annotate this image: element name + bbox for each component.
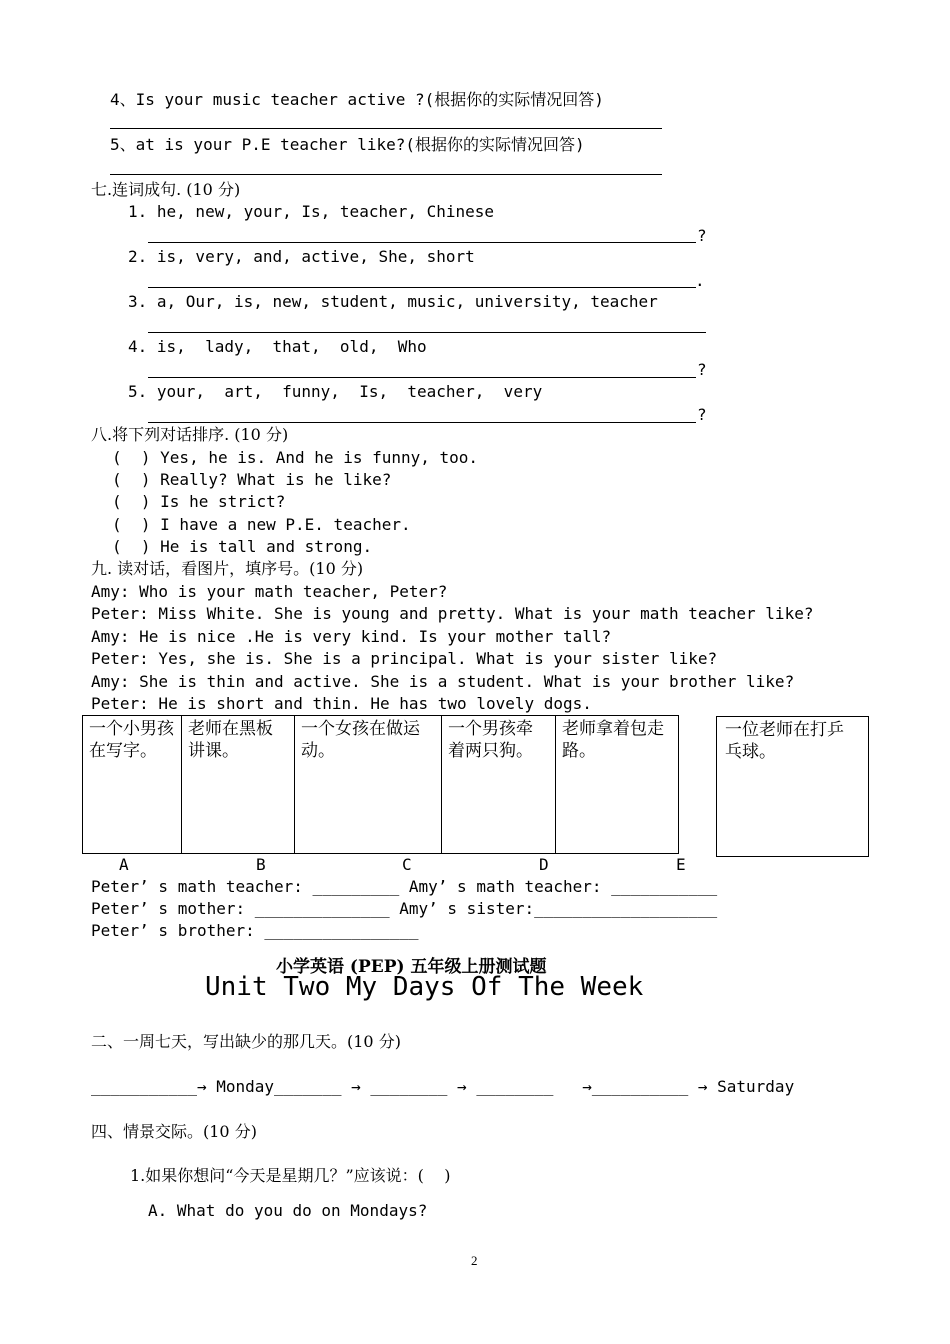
option-a: A. What do you do on Mondays? [148,1201,428,1220]
answer-line [110,128,662,129]
unit-subtitle: 小学英语 (PEP) 五年级上册测试题 [276,957,547,977]
picture-letter-c: C [402,855,412,874]
sentence-item-2: 2. is, very, and, active, She, short [128,247,475,266]
answer-line [148,377,696,378]
section-2-title: 二、一周七天，写出缺少的那几天。(10 分) [91,1032,401,1051]
answer-line [148,242,696,243]
picture-cell-a: 一个小男孩在写字。 [83,716,182,853]
picture-letter-e: E [676,855,686,874]
weekday-fill-line: ___________→ Monday_______ → ________ → ________ →__________ → Saturday [91,1077,795,1096]
answer-line-2: Peter’ s mother: ______________ Amy’ s sister:___________________ [91,899,718,918]
sentence-end-1: ? [697,226,707,245]
dialog-line: Peter: He is short and thin. He has two lovely dogs. [91,694,592,713]
dialog-order-item: ( ) I have a new P.E. teacher. [112,515,411,534]
dialog-order-item: ( ) Yes, he is. And he is funny, too. [112,448,479,467]
question-4: 4、Is your music teacher active ?(根据你的实际情况回答) [110,90,604,109]
answer-line [148,332,706,333]
dialog-line: Peter: Miss White. She is young and pretty. What is your math teacher like? [91,604,814,623]
dialog-order-item: ( ) He is tall and strong. [112,537,373,556]
unit-title: Unit Two My Days Of The Week [205,972,644,1002]
dialog-order-item: ( ) Really? What is he like? [112,470,392,489]
answer-line [148,422,696,423]
picture-cell-d: 一个男孩牵着两只狗。 [442,716,556,853]
picture-cell-b: 老师在黑板讲课。 [182,716,295,853]
answer-line-1: Peter’ s math teacher: _________ Amy’ s math teacher: ___________ [91,877,718,896]
extra-picture-text: 一位老师在打乒乓球。 [725,720,844,762]
section-7-title: 七.连词成句. (10 分) [91,180,241,199]
picture-cell-c: 一个女孩在做运动。 [295,716,442,853]
sentence-end-5: ? [697,405,707,424]
answer-line [148,287,696,288]
dialog-line: Peter: Yes, she is. She is a principal. What is your sister like? [91,649,718,668]
question-5: 5、at is your P.E teacher like?(根据你的实际情况回答) [110,135,585,154]
dialog-line: Amy: He is nice .He is very kind. Is your mother tall? [91,627,612,646]
sentence-item-3: 3. a, Our, is, new, student, music, university, teacher [128,292,658,311]
section-9-title: 九. 读对话，看图片，填序号。(10 分) [91,559,364,578]
section-8-title: 八.将下列对话排序. (10 分) [91,425,289,444]
sentence-end-2: . [695,271,705,290]
dialog-line: Amy: She is thin and active. She is a student. What is your brother like? [91,672,795,691]
sentence-item-5: 5. your, art, funny, Is, teacher, very [128,382,543,401]
section-4-title: 四、情景交际。(10 分) [91,1122,257,1141]
extra-picture-box [716,716,869,857]
dialog-order-item: ( ) Is he strict? [112,492,286,511]
question-1: 1.如果你想问“今天是星期几？”应该说：( ) [130,1166,451,1185]
sentence-end-4: ? [697,360,707,379]
picture-table [82,715,679,854]
answer-line-3: Peter’ s brother: ________________ [91,921,419,940]
picture-cell-e: 老师拿着包走路。 [562,719,664,761]
picture-letter-b: B [256,855,266,874]
sentence-item-1: 1. he, new, your, Is, teacher, Chinese [128,202,495,221]
answer-line [110,174,662,175]
page-number: 2 [471,1253,478,1268]
picture-letter-a: A [119,855,129,874]
sentence-item-4: 4. is, lady, that, old, Who [128,337,427,356]
dialog-line: Amy: Who is your math teacher, Peter? [91,582,448,601]
picture-letter-d: D [539,855,549,874]
